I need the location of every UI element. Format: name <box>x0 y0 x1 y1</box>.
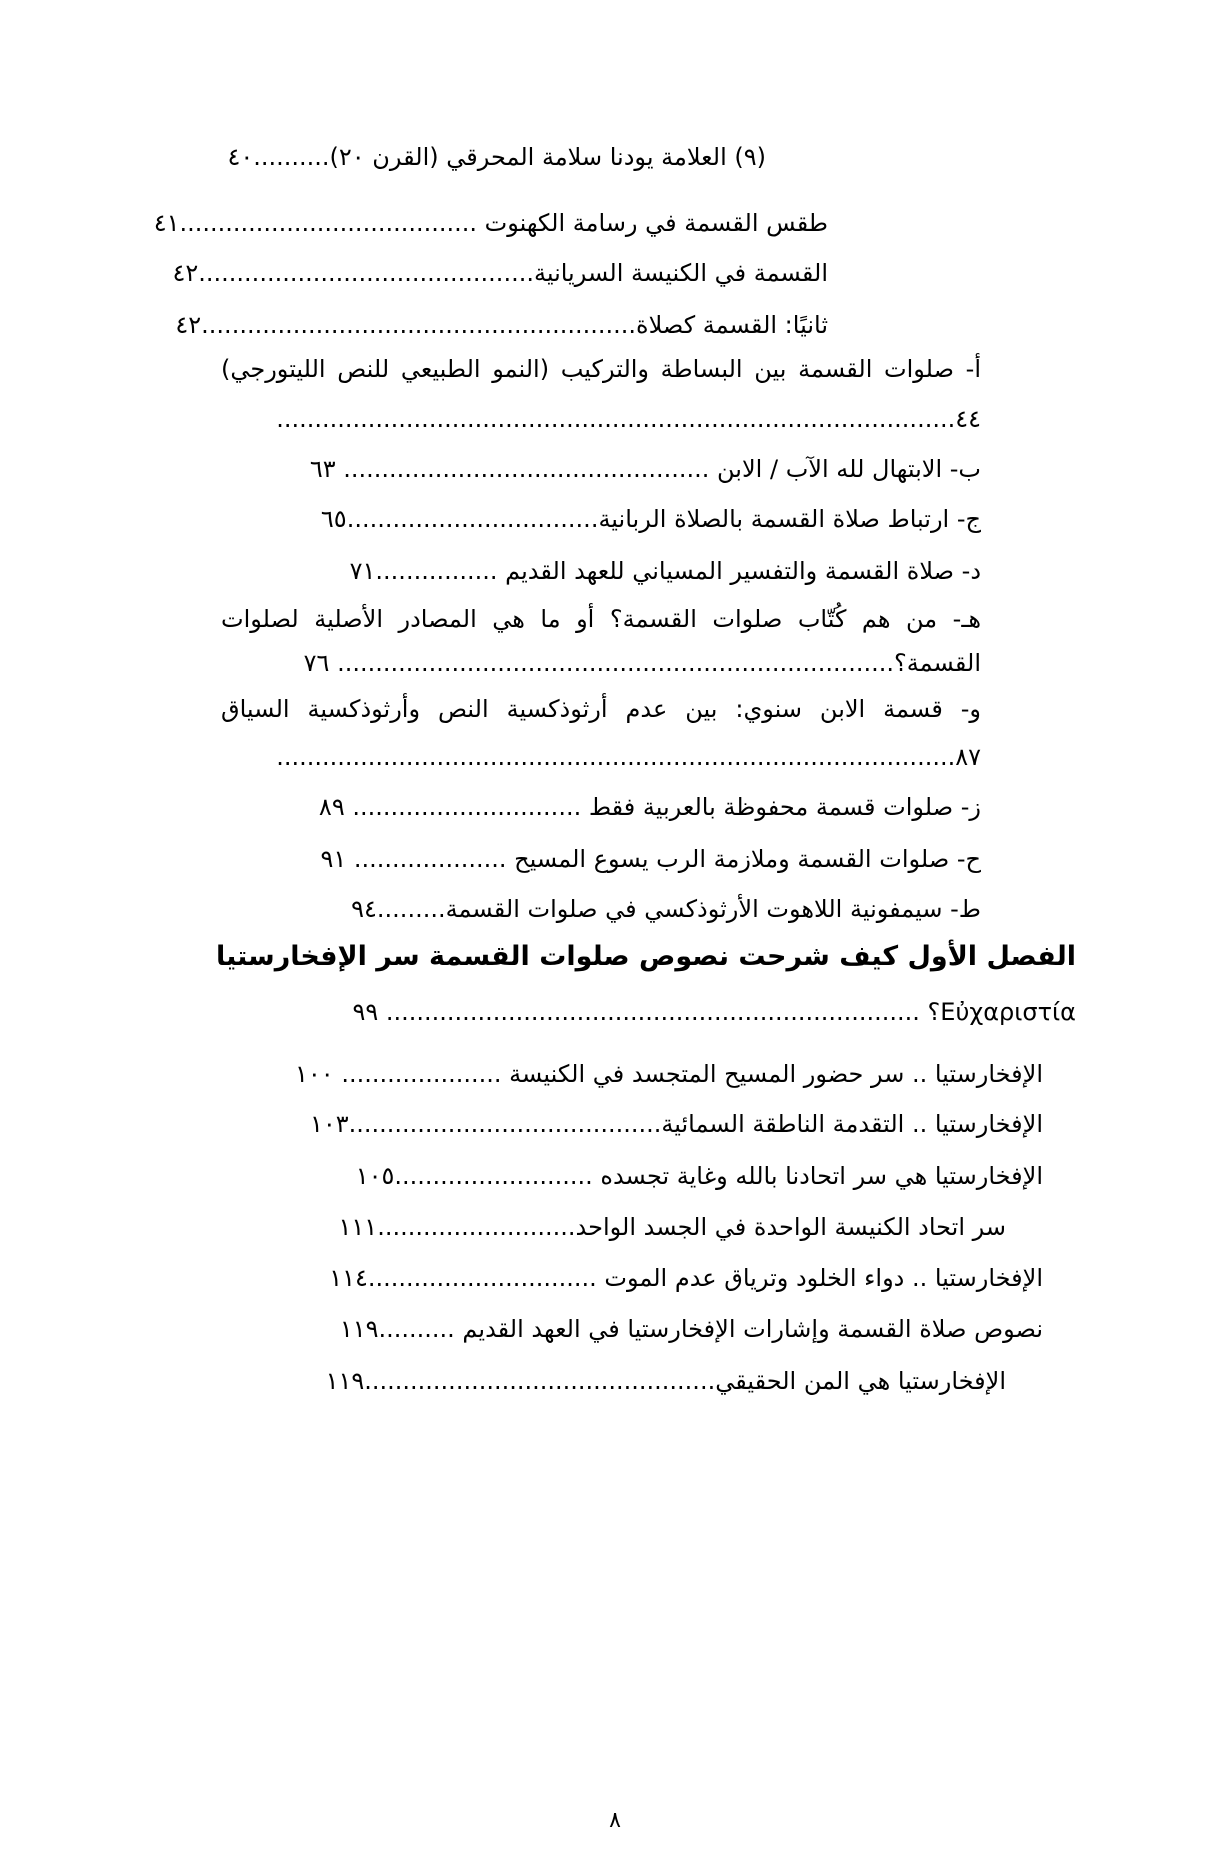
toc-entry: ح- صلوات القسمة وملازمة الرب يسوع المسيح .................... ٩١ <box>320 845 981 873</box>
toc-entry: الإفخارستيا هي سر اتحادنا بالله وغاية تجسده ..........................١٠٥ <box>355 1162 1043 1190</box>
toc-entry: طقس القسمة في رسامة الكهنوت .......................................٤١ <box>153 209 828 237</box>
toc-entry: و- قسمة الابن سنوي: بين عدم أرثوذكسية النص وأرثوذكسية السياق <box>221 695 981 723</box>
toc-entry: نصوص صلاة القسمة وإشارات الإفخارستيا في العهد القديم ..........١١٩ <box>339 1315 1043 1343</box>
toc-entry: ط- سيمفونية اللاهوت الأرثوذكسي في صلوات القسمة.........٩٤ <box>351 895 981 923</box>
chapter-heading: الفصل الأول كيف شرحت نصوص صلوات القسمة سر الإفخارستيا <box>215 941 1076 972</box>
toc-entry: ب- الابتهال لله الآب / الابن ................................................ ٦٣ <box>309 455 981 483</box>
toc-entry: ٤٤......................................................................................... <box>276 405 981 433</box>
toc-entry: القسمة؟......................................................................... ٧٦ <box>303 649 981 677</box>
toc-entry: Εὐχαριστία؟ ...................................................................... ٩٩ <box>352 998 1076 1026</box>
toc-entry: الإفخارستيا هي المن الحقيقي..............................................١١٩ <box>325 1367 1006 1395</box>
toc-entry: القسمة في الكنيسة السريانية............................................٤٢ <box>172 259 828 287</box>
toc-entry: ج- ارتباط صلاة القسمة بالصلاة الربانية.................................٦٥ <box>320 505 981 533</box>
toc-entry: أ- صلوات القسمة بين البساطة والتركيب (النمو الطبيعي للنص الليتورجي) <box>221 355 981 383</box>
toc-entry: هـ- من هم كُتّاب صلوات القسمة؟ أو ما هي المصادر الأصلية لصلوات <box>221 605 981 633</box>
toc-entry: د- صلاة القسمة والتفسير المسياني للعهد القديم ................٧١ <box>349 557 981 585</box>
toc-entry: الإفخارستيا .. سر حضور المسيح المتجسد في الكنيسة ..................... ١٠٠ <box>295 1060 1043 1088</box>
page-number: ٨ <box>609 1808 621 1833</box>
toc-entry: ثانيًا: القسمة كصلاة.........................................................٤٢ <box>175 311 828 339</box>
toc-entry: ٨٧......................................................................................... <box>276 743 981 771</box>
toc-entry: الإفخارستيا .. التقدمة الناطقة السمائية.........................................١٠٣ <box>309 1110 1043 1138</box>
toc-entry: سر اتحاد الكنيسة الواحدة في الجسد الواحد..........................١١١ <box>338 1213 1006 1241</box>
toc-entry: (٩) العلامة يودنا سلامة المحرقي (القرن ٢٠)..........٤٠ <box>227 143 766 171</box>
toc-entry: ز- صلوات قسمة محفوظة بالعربية فقط .............................. ٨٩ <box>318 793 981 821</box>
toc-entry: الإفخارستيا .. دواء الخلود وترياق عدم الموت ..............................١١٤ <box>329 1264 1043 1292</box>
